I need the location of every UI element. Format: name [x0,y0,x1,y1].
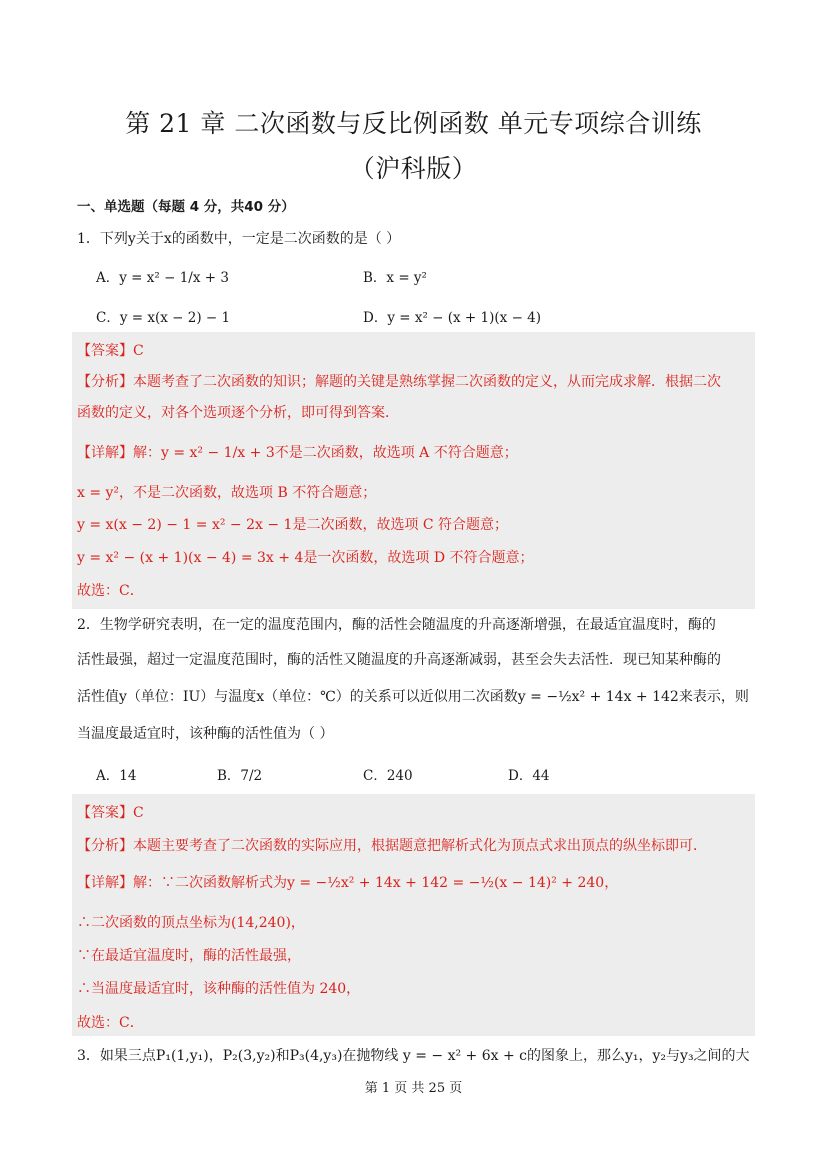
question-2-detail-line-2: ∴二次函数的顶点坐标为(14,240)， [77,915,305,931]
question-2-analysis: 【分析】本题主要考查了二次函数的实际应用，根据题意把解析式化为顶点式求出顶点的纵坐标即可． [77,838,707,854]
document-title: 第 21 章 二次函数与反比例函数 单元专项综合训练 [125,109,702,138]
question-2-option-d: D．44 [508,768,550,784]
question-1-answer: 【答案】C [77,343,144,359]
question-2-stem-line-4: 当温度最适宜时，该种酶的活性值为（ ） [77,726,334,742]
question-1-detail-line-2: x = y²，不是二次函数，故选项 B 不符合题意； [77,485,377,501]
question-1-analysis-line-1: 【分析】本题考查了二次函数的知识；解题的关键是熟练掌握二次函数的定义，从而完成求解．根据二次 [77,374,721,390]
question-2-option-b: B．7/2 [217,768,263,784]
question-1-option-a: A．y = x² − 1/x + 3 [96,270,229,286]
question-1-analysis-line-2: 函数的定义，对各个选项逐个分析，即可得到答案． [77,405,399,421]
section-heading: 一、单选题（每题 4 分，共40 分） [77,199,295,215]
question-3-stem: 3．如果三点P₁(1,y₁)，P₂(3,y₂)和P₃(4,y₃)在抛物线 y = − x² + 6x + c的图象上，那么y₁，y₂与y₃之间的大 [77,1048,750,1064]
question-1-detail-line-1: 【详解】解：y = x² − 1/x + 3不是二次函数，故选项 A 不符合题意； [77,445,518,461]
question-1-option-b: B．x = y² [363,270,427,286]
question-2-detail-line-4: ∴当温度最适宜时，该种酶的活性值为 240， [77,981,361,997]
question-2-detail-line-1: 【详解】解：∵二次函数解析式为y = −½x² + 14x + 142 = −½(x − 14)² + 240， [77,875,619,891]
question-2-option-a: A．14 [96,768,137,784]
question-1-option-c: C．y = x(x − 2) − 1 [96,310,231,326]
question-2-option-c: C．240 [363,768,413,784]
question-2-detail-line-3: ∵在最适宜温度时，酶的活性最强， [77,948,301,964]
document-subtitle: （沪科版） [349,154,478,183]
question-2-stem-line-2: 活性最强，超过一定温度范围时，酶的活性又随温度的升高逐渐减弱，甚至会失去活性．现已知某种酶的 [77,652,721,668]
question-1-choose: 故选：C． [77,583,144,599]
question-1-detail-line-3: y = x(x − 2) − 1 = x² − 2x − 1是二次函数，故选项 C 符合题意； [77,517,509,533]
question-1-option-d: D．y = x² − (x + 1)(x − 4) [363,310,542,326]
question-1-detail-line-4: y = x² − (x + 1)(x − 4) = 3x + 4是一次函数，故选项 D 不符合题意； [77,550,534,566]
page-footer: 第 1 页 共 25 页 [364,1081,463,1096]
question-2-choose: 故选：C． [77,1015,144,1031]
question-2-stem-line-3: 活性值y（单位：IU）与温度x（单位：℃）的关系可以近似用二次函数y = −½x² + 14x + 142来表示，则 [77,689,749,705]
question-2-stem-line-1: 2．生物学研究表明，在一定的温度范围内，酶的活性会随温度的升高逐渐增强，在最适宜温度时，酶的 [77,617,716,633]
question-1-stem: 1．下列y关于x的函数中，一定是二次函数的是（ ） [77,231,401,247]
question-2-answer: 【答案】C [77,805,144,821]
